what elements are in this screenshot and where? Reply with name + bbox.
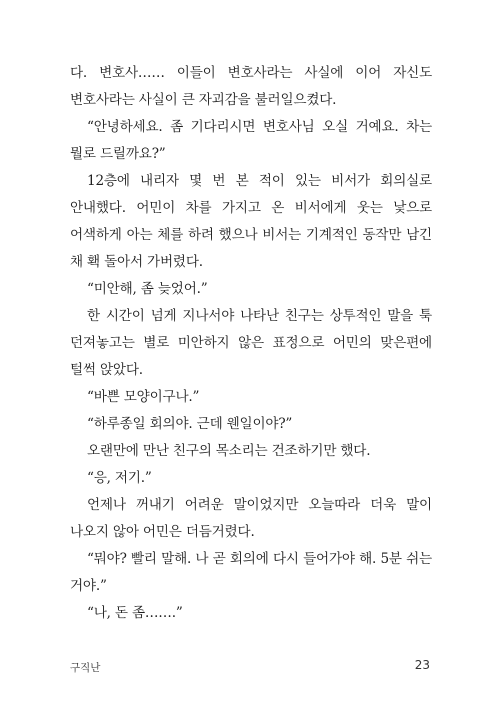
body-text: [70, 60, 432, 627]
paragraph: “바쁜 모양이구나.”: [87, 389, 200, 405]
paragraph: “나, 돈 좀…….”: [87, 605, 183, 621]
running-footer-title: 구직난: [70, 662, 101, 674]
paragraph: “뭐야? 빨리 말해. 나 곧 회의에 다시 들어가야 해. 5분 쉬는 거야.”: [70, 551, 432, 594]
paragraph: “미안해, 좀 늦었어.”: [87, 281, 208, 297]
paragraph: 12층에 내리자 몇 번 본 적이 있는 비서가 회의실로 안내했다. 어민이 차를 가지고 온 비서에게 웃는 낯으로 어색하게 아는 체를 하려 했으나 비서는 기계적인 동작만 남긴 채 홱 돌아서 가버렸다.: [70, 173, 432, 270]
paragraph: “응, 저기.”: [87, 470, 152, 486]
paragraph: 한 시간이 넘게 지나서야 나타난 친구는 상투적인 말을 툭 던져놓고는 별로 미안하지 않은 표정으로 어민의 맞은편에 털썩 앉았다.: [70, 308, 432, 378]
page-number: 23: [414, 658, 430, 672]
paragraph: “안녕하세요. 좀 기다리시면 변호사님 오실 거예요. 차는 뭘로 드릴까요?”: [70, 119, 432, 162]
paragraph: 언제나 꺼내기 어려운 말이었지만 오늘따라 더욱 말이 나오지 않아 어민은 더듬거렸다.: [70, 497, 432, 540]
paragraph: 다. 변호사…… 이들이 변호사라는 사실에 이어 자신도 변호사라는 사실이 큰 자괴감을 불러일으켰다.: [70, 65, 432, 108]
paragraph: 오랜만에 만난 친구의 목소리는 건조하기만 했다.: [87, 443, 371, 459]
paragraph: “하루종일 회의야. 근데 웬일이야?”: [87, 416, 293, 432]
